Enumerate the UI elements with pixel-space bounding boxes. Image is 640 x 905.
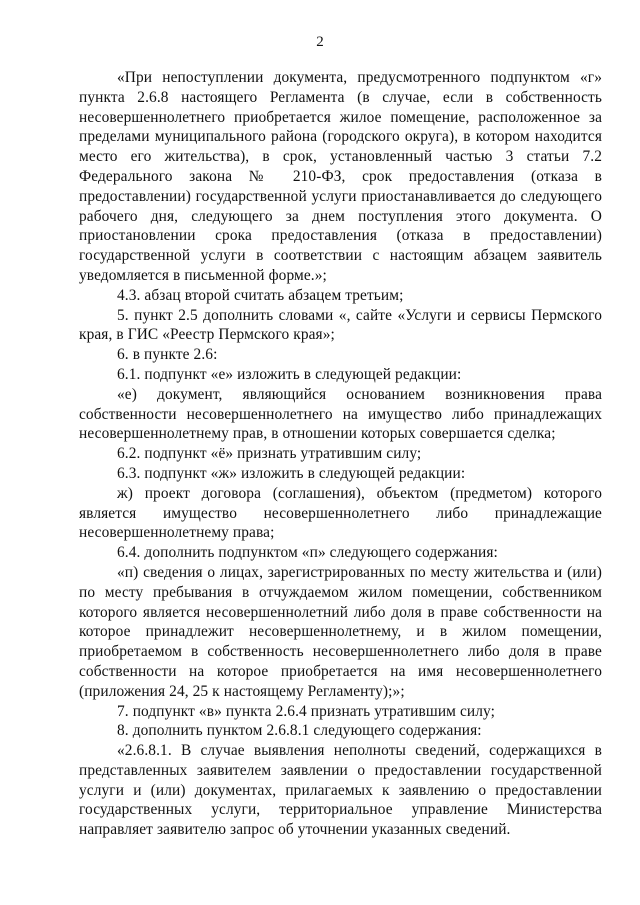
paragraph-7: 6.2. подпункт «ё» признать утратившим силу; bbox=[117, 445, 422, 463]
paragraph-14: «2.6.8.1. В случае выявления неполноты сведений, содержащихся в представленных заявителем заявлении о предоставлении государственной услуги и (или) документах, прилагаемых к заявлению о предоставлении государственных услуги, территориальное управление Министерства направляет заявителю запрос об уточнении указанных сведений. bbox=[79, 742, 602, 839]
paragraph-6: «е) документ, являющийся основанием возникновения права собственности несовершеннолетнего на имущество либо принадлежащих несовершеннолетнему прав, в отношении которых совершается сделка; bbox=[79, 385, 602, 443]
paragraph-10: 6.4. дополнить подпунктом «п» следующего содержания: bbox=[117, 544, 498, 562]
paragraph-2: 4.3. абзац второй считать абзацем третьим; bbox=[117, 286, 404, 304]
paragraph-13: 8. дополнить пунктом 2.6.8.1 следующего содержания: bbox=[117, 722, 482, 740]
document-body bbox=[79, 68, 602, 840]
page-number: 2 bbox=[316, 34, 324, 50]
paragraph-3: 5. пункт 2.5 дополнить словами «, сайте «Услуги и сервисы Пермского края, в ГИС «Реестр Пермского края»; bbox=[79, 306, 602, 344]
paragraph-8: 6.3. подпункт «ж» изложить в следующей редакции: bbox=[117, 464, 466, 482]
paragraph-9: ж) проект договора (соглашения), объектом (предметом) которого является имущество несовершеннолетнего либо принадлежащие несовершеннолетнему права; bbox=[79, 484, 602, 542]
paragraph-1: «При непоступлении документа, предусмотренного подпунктом «г» пункта 2.6.8 настоящего Регламента (в случае, если в собственность несовершеннолетнего приобретается жилое помещение, расположенное за пределами муниципального района (городского округа), в котором находится место его жительства), в срок, установленный частью 3 статьи 7.2 Федерального закона № 210-ФЗ, срок предоставления (отказа в предоставлении) государственной услуги приостанавливается до следующего рабочего дня, следующего за днем поступления этого документа. О приостановлении срока предоставления (отказа в предоставлении) государственной услуги в соответствии с настоящим абзацем заявитель уведомляется в письменной форме.»; bbox=[79, 69, 602, 284]
paragraph-4: 6. в пункте 2.6: bbox=[117, 346, 218, 364]
paragraph-12: 7. подпункт «в» пункта 2.6.4 признать утратившим силу; bbox=[117, 702, 495, 720]
paragraph-11: «п) сведения о лицах, зарегистрированных по месту жительства и (или) по месту пребывания в отчуждаемом жилом помещении, собственником которого является несовершеннолетний либо доля в праве собственности на которое принадлежит несовершеннолетнему, и в жилом помещении, приобретаемом в собственность несовершеннолетнего либо доля в праве собственности на которое приобретается на имя несовершеннолетнего (приложения 24, 25 к настоящему Регламенту);»; bbox=[79, 563, 602, 700]
paragraph-5: 6.1. подпункт «е» изложить в следующей редакции: bbox=[117, 365, 462, 383]
